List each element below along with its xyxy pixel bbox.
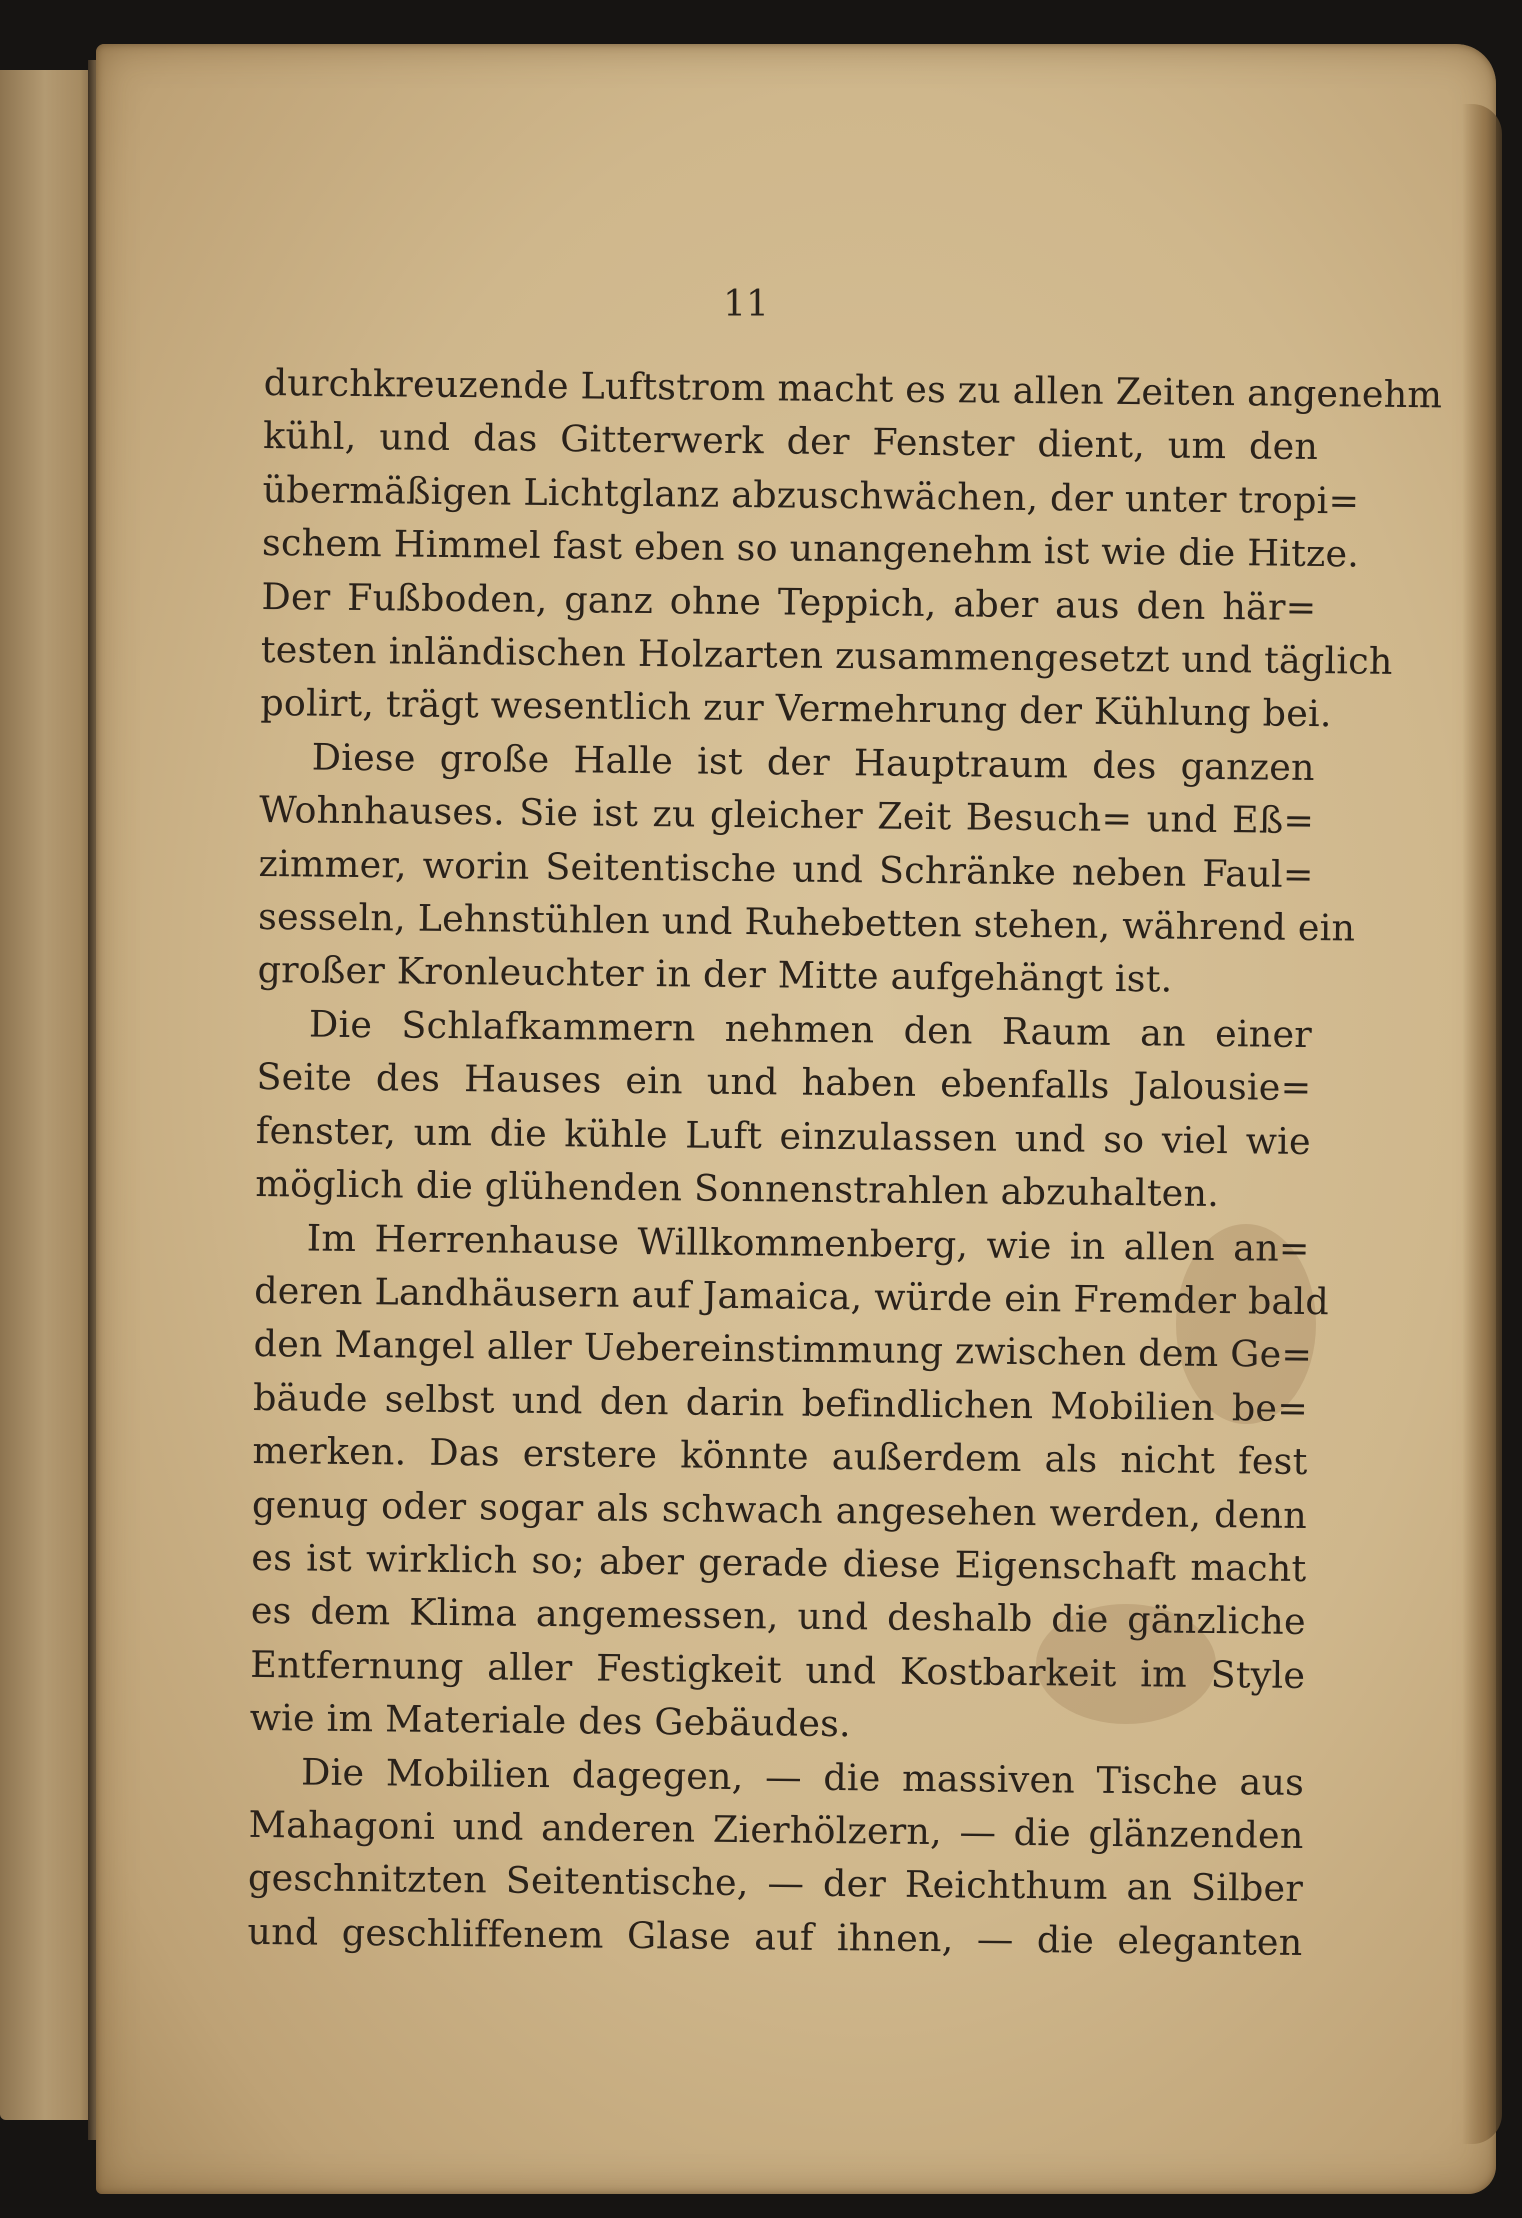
text-line: bäude selbst und den darin befindlichen Mobilien be= bbox=[252, 1375, 1309, 1430]
body-text bbox=[247, 356, 1443, 1969]
text-line: Mahagoni und anderen Zierhölzern, — die glänzenden bbox=[248, 1802, 1304, 1857]
text-line: Seite des Hauses ein und haben ebenfalls Jalousie= bbox=[256, 1055, 1312, 1110]
text-line: testen inländischen Holzarten zusammengesetzt und täglich bbox=[260, 628, 1393, 683]
text-line: Wohnhauses. Sie ist zu gleicher Zeit Besuch= und Eß= bbox=[259, 788, 1315, 843]
text-line: Die Schlafkammern nehmen den Raum an einer bbox=[308, 1002, 1313, 1056]
text-line: möglich die glühenden Sonnenstrahlen abzuhalten. bbox=[255, 1162, 1220, 1216]
text-line: merken. Das erstere könnte außerdem als nicht fest bbox=[252, 1429, 1308, 1484]
text-line: Entfernung aller Festigkeit und Kostbarkeit im Style bbox=[250, 1642, 1306, 1697]
text-line: es dem Klima angemessen, und deshalb die gänzliche bbox=[250, 1589, 1307, 1644]
text-line: schem Himmel fast eben so unangenehm ist wie die Hitze. bbox=[261, 521, 1360, 576]
text-line: wie im Materiale des Gebäudes. bbox=[249, 1696, 852, 1746]
text-line: zimmer, worin Seitentische und Schränke neben Faul= bbox=[258, 841, 1314, 896]
text-line: übermäßigen Lichtglanz abzuschwächen, der unter tropi= bbox=[262, 467, 1360, 523]
text-line: genug oder sogar als schwach angesehen werden, denn bbox=[251, 1482, 1308, 1537]
text-line: Diese große Halle ist der Hauptraum des ganzen bbox=[311, 735, 1315, 789]
text-line: polirt, trägt wesentlich zur Vermehrung der Kühlung bei. bbox=[260, 681, 1332, 736]
text-line: und geschliffenem Glase auf ihnen, — die eleganten bbox=[247, 1909, 1303, 1964]
text-line: deren Landhäusern auf Jamaica, würde ein Fremder bald bbox=[253, 1268, 1330, 1324]
text-line: durchkreuzende Luftstrom macht es zu allen Zeiten angenehm bbox=[263, 360, 1443, 417]
text-line: kühl, und das Gitterwerk der Fenster dient, um den bbox=[262, 414, 1319, 469]
book-page bbox=[96, 44, 1496, 2194]
text-line: Der Fußboden, ganz ohne Teppich, aber aus den här= bbox=[261, 574, 1317, 629]
text-line: den Mangel aller Uebereinstimmung zwischen dem Ge= bbox=[253, 1322, 1313, 1377]
text-line: großer Kronleuchter in der Mitte aufgehängt ist. bbox=[257, 948, 1173, 1002]
text-line: Die Mobilien dagegen, — die massiven Tische aus bbox=[300, 1750, 1305, 1804]
page-fore-edge bbox=[1462, 104, 1502, 2144]
text-line: geschnitzten Seitentische, — der Reichthum an Silber bbox=[247, 1856, 1304, 1911]
text-line: fenster, um die kühle Luft einzulassen und so viel wie bbox=[255, 1108, 1312, 1163]
text-line: es ist wirklich so; aber gerade diese Eigenschaft macht bbox=[251, 1535, 1307, 1590]
page-number: 11 bbox=[723, 284, 769, 325]
text-line: Im Herrenhause Willkommenberg, wie in allen an= bbox=[306, 1215, 1310, 1270]
text-line: sesseln, Lehnstühlen und Ruhebetten stehen, während ein bbox=[257, 895, 1356, 950]
left-page-edge bbox=[0, 70, 100, 2120]
